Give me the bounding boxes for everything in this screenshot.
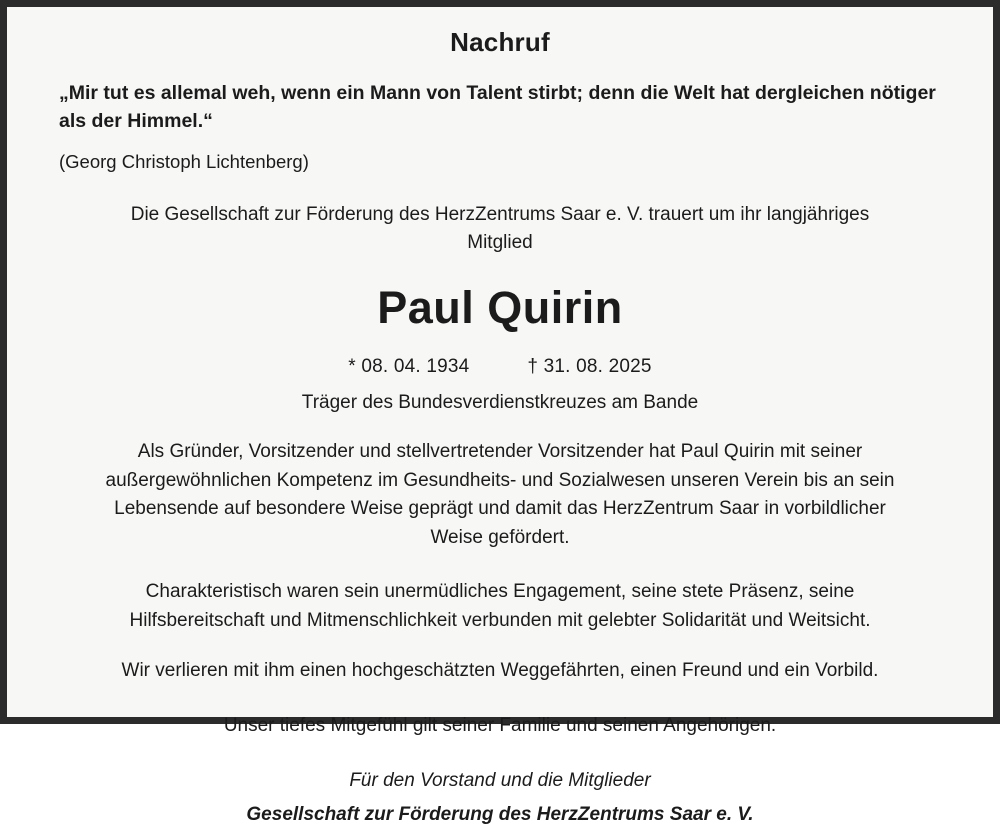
birth-date: * 08. 04. 1934 bbox=[348, 356, 470, 378]
death-date: † 31. 08. 2025 bbox=[527, 356, 652, 378]
deceased-name: Paul Quirin bbox=[377, 282, 623, 334]
life-dates bbox=[348, 356, 651, 378]
quotation-attribution: (Georg Christoph Lichtenberg) bbox=[59, 151, 309, 173]
notice-heading: Nachruf bbox=[450, 27, 550, 57]
intro-text: Die Gesellschaft zur Förderung des HerzZentrums Saar e. V. trauert um ihr langjähriges Mitglied bbox=[130, 204, 870, 253]
honour-text: Träger des Bundesverdienstkreuzes am Bande bbox=[301, 392, 699, 414]
tribute-paragraph-1: Als Gründer, Vorsitzender und stellvertretender Vorsitzender hat Paul Quirin mit seiner außergewöhnlichen Kompetenz im Gesundheits- und Sozialwesen unseren Verein bis an sein Lebensende auf besondere Weise geprägt und damit das HerzZentrum Saar in vorbildlicher Weise gefördert. bbox=[105, 441, 895, 548]
signoff-organisation: Gesellschaft zur Förderung des HerzZentrums Saar e. V. bbox=[246, 804, 754, 826]
tribute-paragraph-3: Wir verlieren mit ihm einen hochgeschätzten Weggefährten, einen Freund und ein Vorbild. bbox=[121, 660, 879, 682]
tribute-paragraph-4: Unser tiefes Mitgefühl gilt seiner Familie und seinen Angehörigen. bbox=[223, 714, 777, 736]
signoff-role: Für den Vorstand und die Mitglieder bbox=[349, 770, 651, 792]
tribute-paragraph-2: Charakteristisch waren sein unermüdliches Engagement, seine stete Präsenz, seine Hilfsbereitschaft und Mitmenschlichkeit verbunden mit gelebter Solidarität und Weitsicht. bbox=[129, 581, 871, 631]
quotation-text: „Mir tut es allemal weh, wenn ein Mann von Talent stirbt; denn die Welt hat dergleichen nötiger als der Himmel.“ bbox=[59, 82, 936, 132]
